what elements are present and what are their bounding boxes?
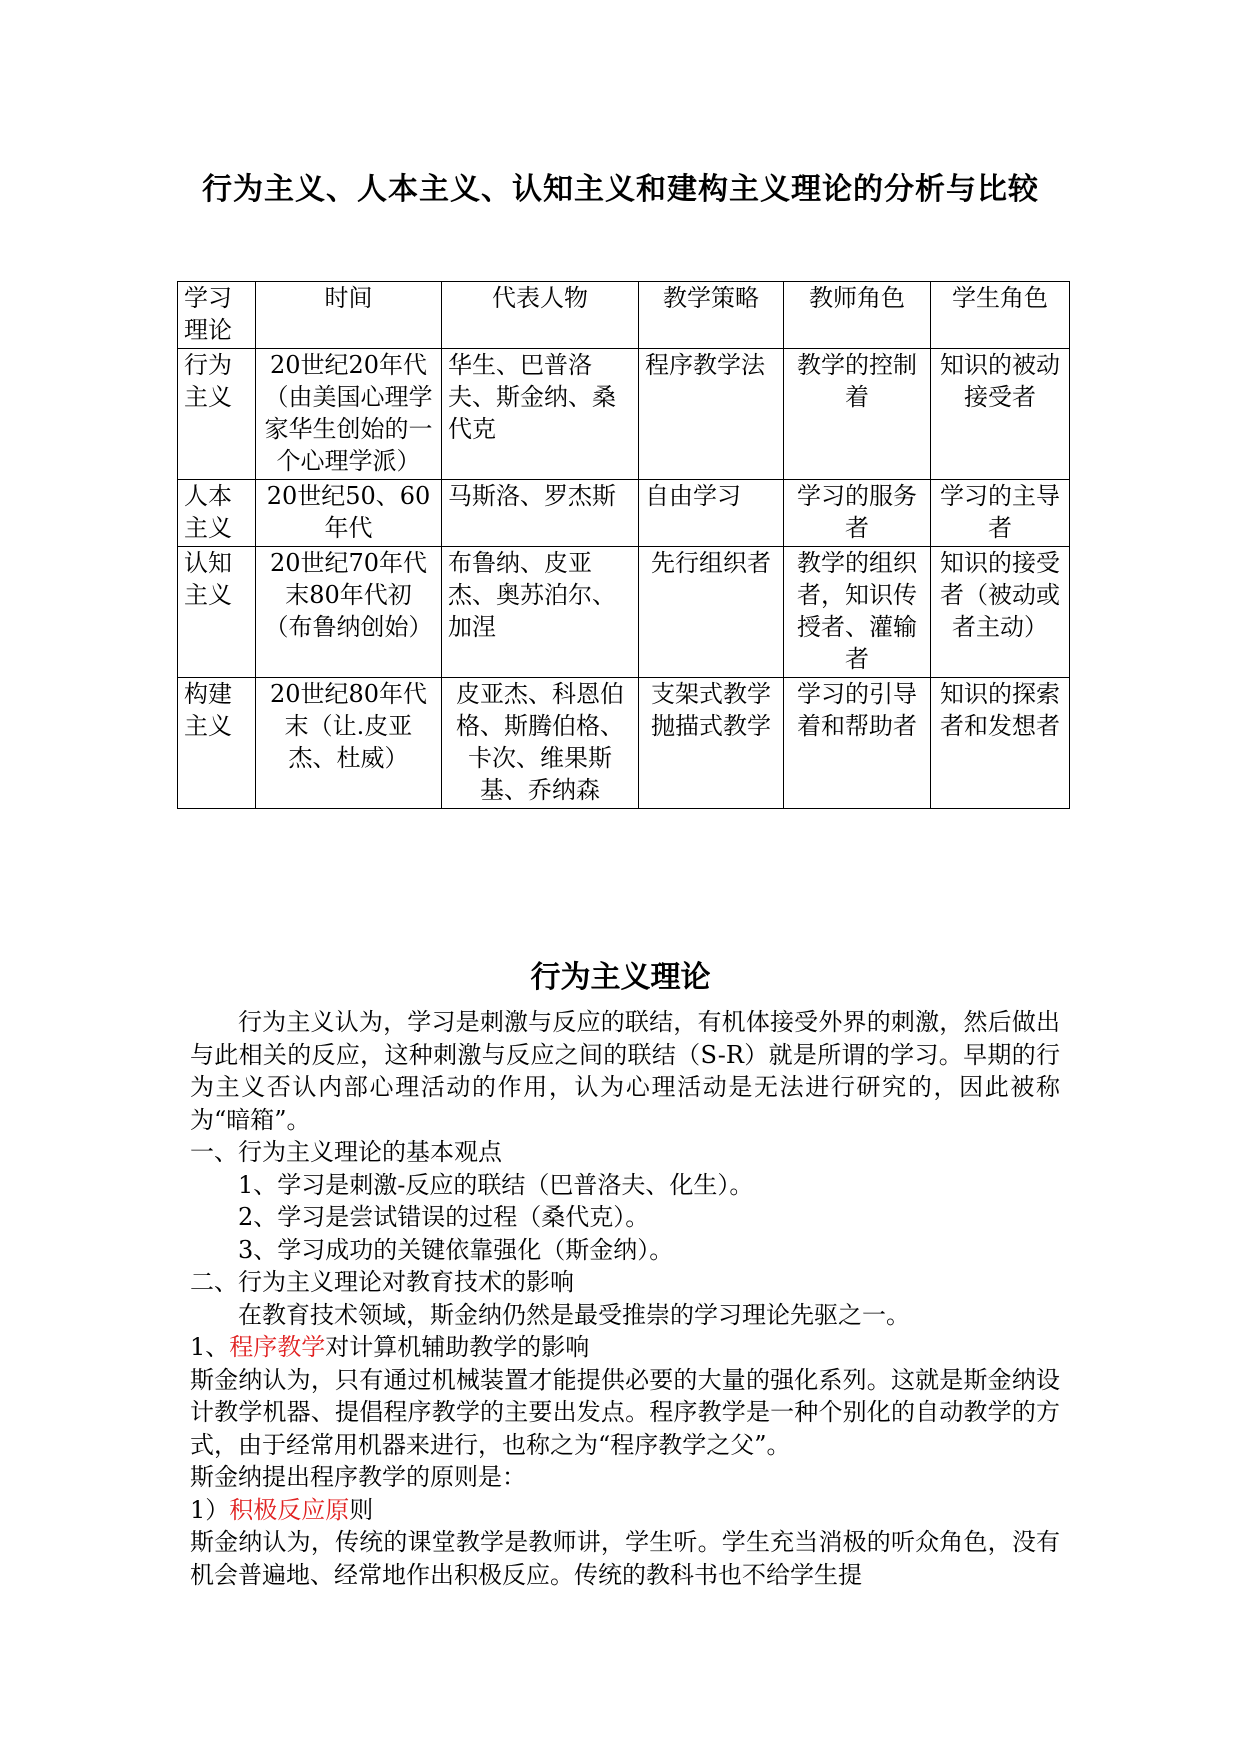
point-item: 1、学习是刺激-反应的联结（巴普洛夫、化生）。 [238,1170,754,1199]
table-cell: 知识的接受者（被动或者主动） [931,547,1070,678]
table-cell: 构建主义 [178,678,256,809]
table-cell: 马斯洛、罗杰斯 [442,480,639,547]
header-cell: 教学策略 [639,282,784,349]
heading-basic-views: 一、行为主义理论的基本观点 [190,1138,502,1166]
influence-paragraph: 在教育技术领域，斯金纳仍然是最受推崇的学习理论先驱之一。 [238,1300,910,1329]
active-response-paragraph: 斯金纳认为，传统的课堂教学是教师讲，学生听。学生充当消极的听众角色，没有机会普遍地、经常地作出积极反应。传统的教科书也不给学生提 [190,1528,1060,1589]
table-cell: 知识的探索者和发想者 [931,678,1070,809]
intro-paragraph: 行为主义认为，学习是刺激与反应的联结，有机体接受外界的刺激，然后做出与此相关的反应，这种刺激与反应之间的联结（S-R）就是所谓的学习。早期的行为主义否认内部心理活动的作用，认为心理活动是无法进行研究的，因此被称为“暗箱”。 [190,1008,1060,1134]
table-cell: 皮亚杰、科恩伯格、斯腾伯格、卡次、维果斯基、乔纳森 [442,678,639,809]
table-row [178,480,1070,547]
strategy-line-1: 支架式教学 [651,680,771,708]
strategy-line-2: 抛描式教学 [651,712,771,740]
subheading-programmed-instruction [190,1331,1060,1364]
table-cell: 人本主义 [178,480,256,547]
body-text [190,1006,1060,1591]
skinner-paragraph: 斯金纳认为，只有通过机械装置才能提供必要的大量的强化系列。这就是斯金纳设计教学机器、提倡程序教学的主要出发点。程序教学是一种个别化的自动教学的方式，由于经常用机器来进行，也称之为“程序教学之父”。 [190,1365,1060,1459]
subheading-suffix: 则 [349,1495,374,1524]
table-cell: 20世纪20年代（由美国心理学家华生创始的一个心理学派） [256,349,442,480]
subheading-active-response [190,1494,1060,1527]
table-cell: 行为主义 [178,349,256,480]
table-cell: 知识的被动接受者 [931,349,1070,480]
header-cell: 学习理论 [178,282,256,349]
point-item: 3、学习成功的关键依靠强化（斯金纳）。 [238,1235,674,1264]
table-cell: 教学的组织者，知识传授者、灌输者 [784,547,931,678]
principles-intro: 斯金纳提出程序教学的原则是： [190,1463,526,1491]
subheading-suffix: 对计算机辅助教学的影响 [325,1333,590,1361]
header-cell: 时间 [256,282,442,349]
point-item: 2、学习是尝试错误的过程（桑代克）。 [238,1203,650,1231]
page-title: 行为主义、人本主义、认知主义和建构主义理论的分析与比较 [202,172,1039,207]
table-cell: 先行组织者 [639,547,784,678]
table-row [178,678,1070,809]
table-cell: 华生、巴普洛夫、斯金纳、桑代克 [442,349,639,480]
table-row [178,547,1070,678]
subheading-prefix: 1） [190,1495,230,1524]
highlight-term: 程序教学 [229,1333,326,1361]
header-cell: 教师角色 [784,282,931,349]
table-cell: 学习的主导者 [931,480,1070,547]
subheading-prefix: 1、 [190,1333,230,1361]
comparison-table [177,281,1070,809]
table-cell: 20世纪80年代末（让.皮亚杰、杜威） [256,678,442,809]
heading-influence: 二、行为主义理论对教育技术的影响 [190,1268,574,1296]
table-header-row [178,282,1070,349]
header-cell: 代表人物 [442,282,639,349]
table-cell: 布鲁纳、皮亚杰、奥苏泊尔、加涅 [442,547,639,678]
table-cell: 自由学习 [639,480,784,547]
table-cell [639,678,784,809]
table-cell: 20世纪50、60年代 [256,480,442,547]
table-cell: 学习的服务者 [784,480,931,547]
table-cell: 程序教学法 [639,349,784,480]
table-row [178,349,1070,480]
table-cell: 学习的引导着和帮助者 [784,678,931,809]
table-cell: 教学的控制着 [784,349,931,480]
table-cell: 20世纪70年代末80年代初（布鲁纳创始） [256,547,442,678]
header-cell: 学生角色 [931,282,1070,349]
table-cell: 认知主义 [178,547,256,678]
highlight-term: 积极反应原 [229,1495,350,1524]
section-title: 行为主义理论 [530,960,711,995]
